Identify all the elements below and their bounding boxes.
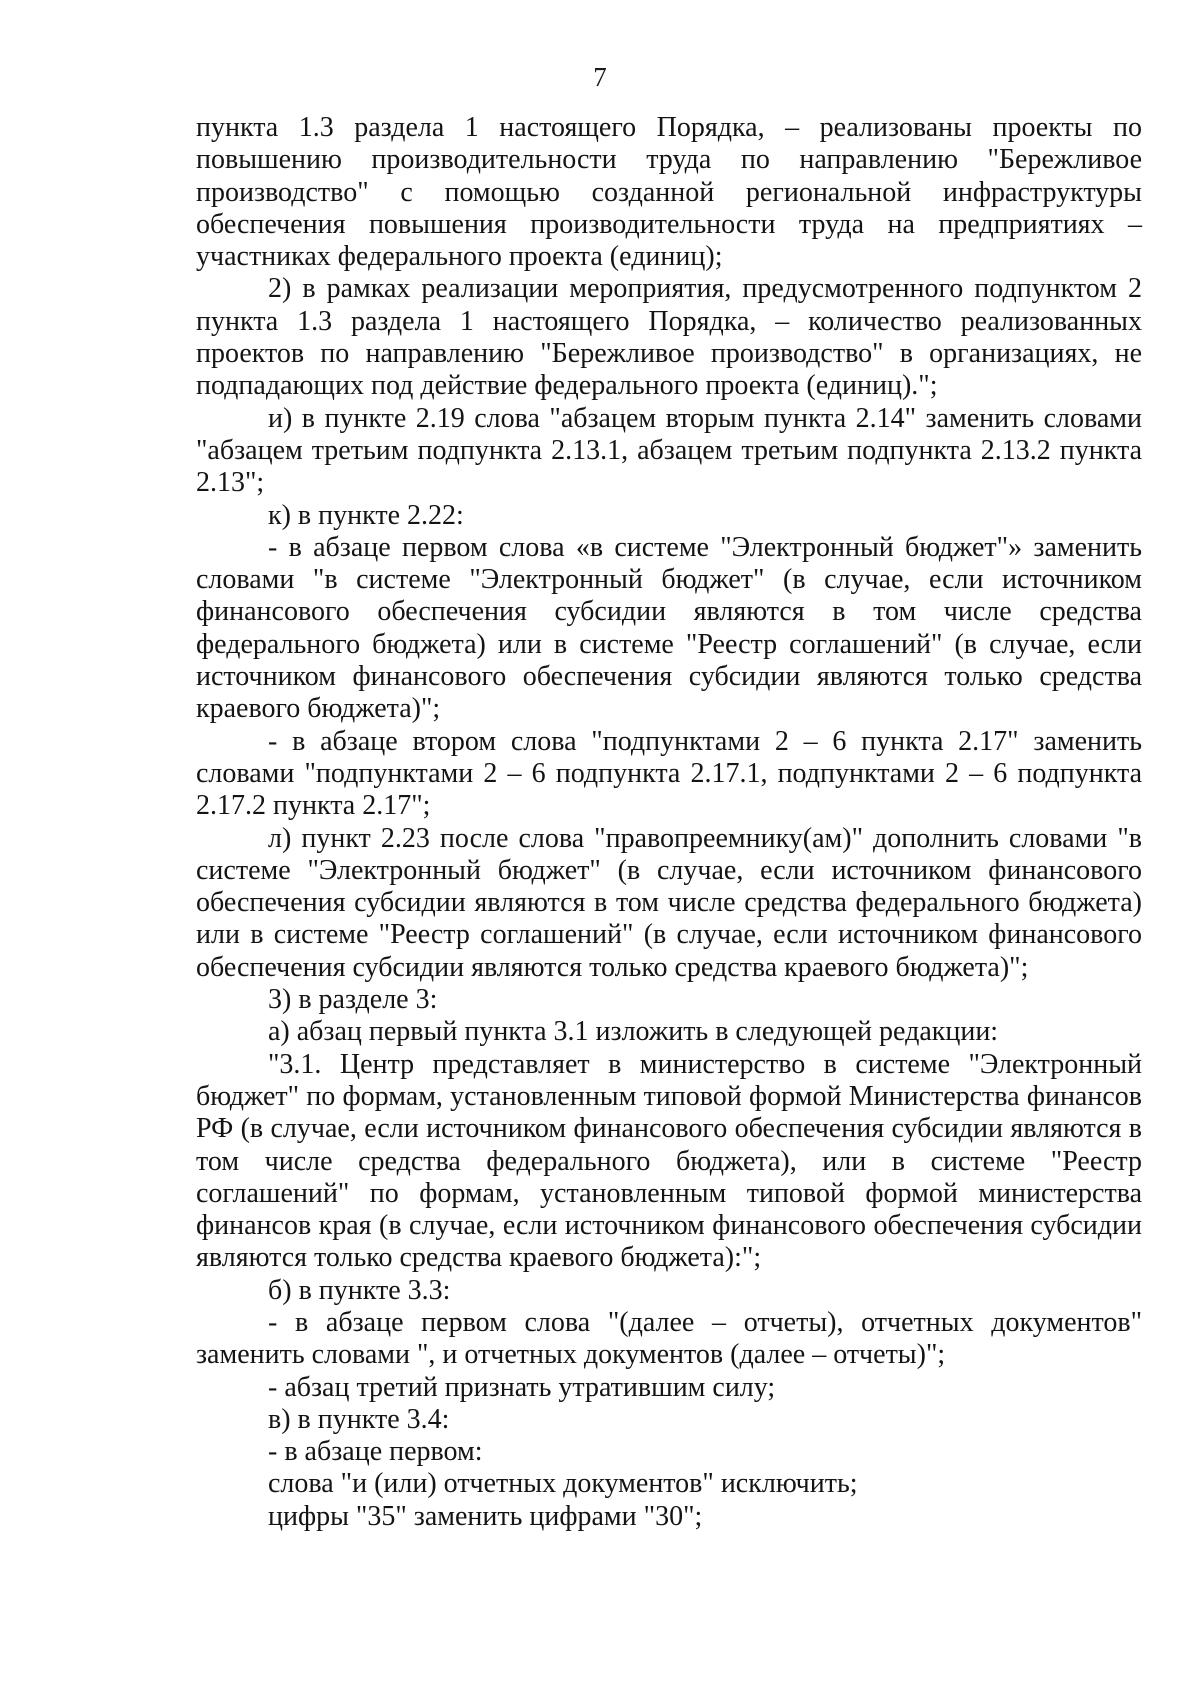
paragraph-v-digits: цифры "35" заменить цифрами "30"; — [268, 1500, 703, 1532]
paragraph-b-third: - абзац третий признать утратившим силу; — [268, 1371, 776, 1403]
paragraph-item-a: а) абзац первый пункта 3.1 изложить в следующей редакции: — [268, 1016, 999, 1048]
paragraph-continuation: пункта 1.3 раздела 1 настоящего Порядка, – реализованы проекты по повышению производительности труда по направлению "Бережливое производство" с помощью созданной региональной инфраструктуры обеспечения повышения производительности труда на предприятиях – участниках федерального проекта (единиц); — [196, 112, 1142, 273]
page-number: 7 — [593, 62, 607, 92]
paragraph-item-3: 3) в разделе 3: — [268, 984, 438, 1016]
paragraph-v-words: слова "и (или) отчетных документов" исключить; — [268, 1468, 858, 1500]
paragraph-item-2: 2) в рамках реализации мероприятия, предусмотренного подпунктом 2 пункта 1.3 раздела 1 настоящего Порядка, – количество реализованных проектов по направлению "Бережливое производство" в организациях, не подпадающих под действие федерального проекта (единиц)."; — [196, 273, 1142, 402]
paragraph-b-first: - в абзаце первом слова "(далее – отчеты), отчетных документов" заменить словами ", и отчетных документов (далее – отчеты)"; — [196, 1306, 1142, 1371]
paragraph-k-first: - в абзаце первом слова «в системе "Электронный бюджет"» заменить словами "в системе "Электронный бюджет" (в случае, если источником финансового обеспечения субсидии являются в том числе средства федерального бюджета) или в системе "Реестр соглашений" (в случае, если источником финансового обеспечения субсидии являются только средства краевого бюджета)"; — [196, 531, 1142, 725]
paragraph-item-k: к) в пункте 2.22: — [268, 499, 464, 531]
paragraph-quote-3-1: "3.1. Центр представляет в министерство в системе "Электронный бюджет" по формам, установленным типовой формой Министерства финансов РФ (в случае, если источником финансового обеспечения субсидии являются в том числе средства федерального бюджета), или в системе "Реестр соглашений" по формам, установленным типовой формой министерства финансов края (в случае, если источником финансового обеспечения субсидии являются только средства краевого бюджета):"; — [196, 1048, 1142, 1274]
paragraph-item-v: в) в пункте 3.4: — [268, 1403, 450, 1435]
paragraph-v-first: - в абзаце первом: — [268, 1436, 483, 1468]
paragraph-item-i: и) в пункте 2.19 слова "абзацем вторым пункта 2.14" заменить словами "абзацем третьим подпункта 2.13.1, абзацем третьим подпункта 2.13.2 пункта 2.13"; — [196, 402, 1142, 499]
document-body — [196, 112, 1142, 1533]
paragraph-item-b: б) в пункте 3.3: — [268, 1274, 451, 1306]
paragraph-item-l: л) пункт 2.23 после слова "правопреемнику(ам)" дополнить словами "в системе "Электронный бюджет" (в случае, если источником финансового обеспечения субсидии являются в том числе средства федерального бюджета) или в системе "Реестр соглашений" (в случае, если источником финансового обеспечения субсидии являются только средства краевого бюджета)"; — [196, 822, 1142, 983]
paragraph-k-second: - в абзаце втором слова "подпунктами 2 – 6 пункта 2.17" заменить словами "подпунктами 2 – 6 подпункта 2.17.1, подпунктами 2 – 6 подпункта 2.17.2 пункта 2.17"; — [196, 725, 1142, 822]
